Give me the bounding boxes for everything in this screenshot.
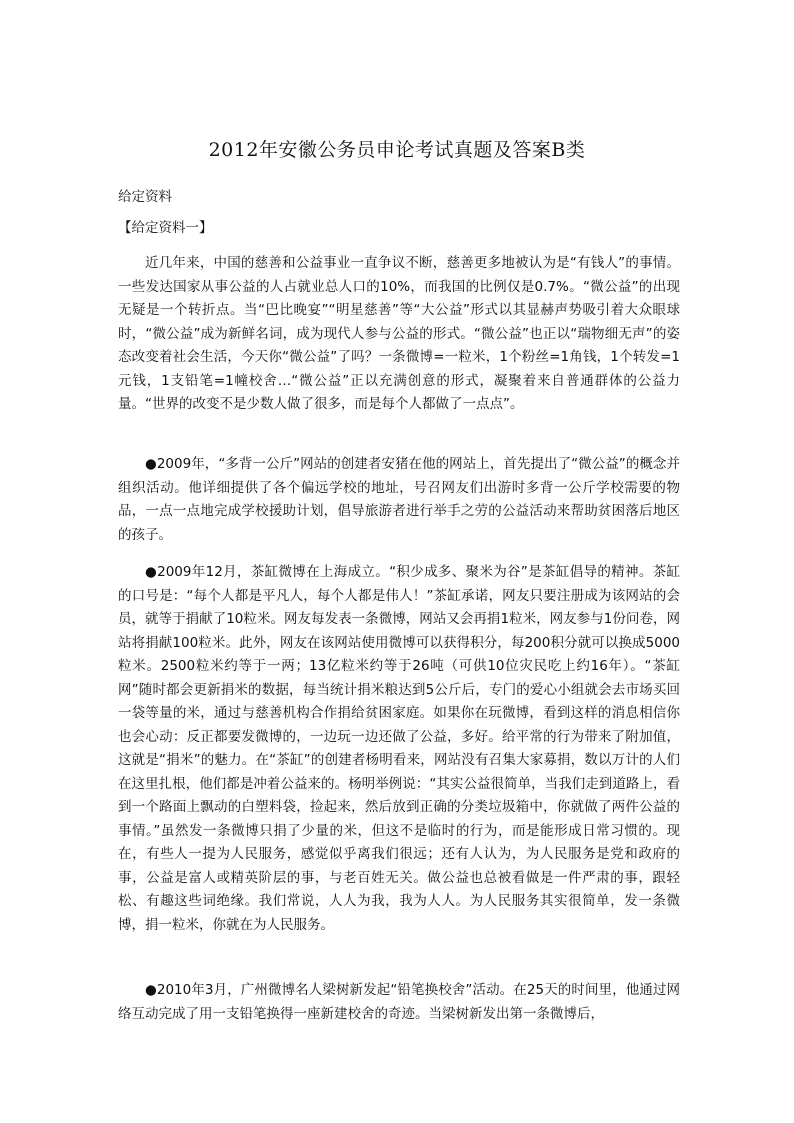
subsection-label: 【给定资料一】 <box>118 220 213 236</box>
document-title: 2012年安徽公务员申论考试真题及答案B类 <box>208 139 586 161</box>
section-label: 给定资料 <box>118 189 172 205</box>
paragraph-intro: 近几年来，中国的慈善和公益事业一直争议不断，慈善更多地被认为是“有钱人”的事情。一些发达国家从事公益的人占就业总人口的10%，而我国的比例仅是0.7%。“微公益”的出现无疑是一个转折点。当“巴比晚宴”“明星慈善”等“大公益”形式以其显赫声势吸引着大众眼球时，“微公益”成为新鲜名词，成为现代人参与公益的形式。“微公益”也正以“瑞物细无声”的姿态改变着社会生活，今天你“微公益”了吗？一条微博=一粒米，1个粉丝=1角钱，1个转发=1元钱，1支铅笔=1幢校舍…“微公益”正以充满创意的形式，凝聚着来自普通群体的公益力量。“世界的改变不是少数人做了很多，而是每个人都做了一点点”。 <box>118 255 680 412</box>
paragraph-2009-chagang: ●2009年12月，茶缸微博在上海成立。“积少成多、聚米为谷”是茶缸倡导的精神。茶缸的口号是：“每个人都是平凡人，每个人都是伟人！”茶缸承诺，网友只要注册成为该网站的会员，就等于捐献了10粒米。网友每发表一条微博，网站又会再捐1粒米，网友参与1份问卷，网站将捐献100粒米。此外，网友在该网站使用微博可以获得积分，每200积分就可以换成5000粒米。2500粒米约等于一两；13亿粒米约等于26吨（可供10位灾民吃上约16年）。“茶缸网”随时都会更新捐米的数据，每当统计捐米粮达到5公斤后，专门的爱心小组就会去市场买回一袋等量的米，通过与慈善机构合作捐给贫困家庭。如果你在玩微博，看到这样的消息相信你也会心动：反正都要发微博的，一边玩一边还做了公益，多好。给平常的行为带来了附加值，这就是“捐米”的魅力。在“茶缸”的创建者杨明看来，网站没有召集大家募捐，数以万计的人们在这里扎根，他们都是冲着公益来的。杨明举例说：“其实公益很简单，当我们走到道路上，看到一个路面上飘动的白塑料袋，捡起来，然后放到正确的分类垃圾箱中，你就做了两件公益的事情。”虽然发一条微博只捐了少量的米，但这不是临时的行为，而是能形成日常习惯的。现在，有些人一提为人民服务，感觉似乎离我们很远；还有人认为，为人民服务是党和政府的事，公益是富人或精英阶层的事，与老百姓无关。做公益也总被看做是一件严肃的事，跟轻松、有趣这些词绝缘。我们常说，人人为我，我为人人。为人民服务其实很简单，发一条微博，捐一粒米，你就在为人民服务。 <box>118 564 680 933</box>
paragraph-2009-duobei: ●2009年，“多背一公斤”网站的创建者安猪在他的网站上，首先提出了“微公益”的概念并组织活动。他详细提供了各个偏远学校的地址，号召网友们出游时多背一公斤学校需要的物品，一点一点地完成学校援助计划，倡导旅游者进行举手之劳的公益活动来帮助贫困落后地区的孩子。 <box>118 456 680 543</box>
paragraph-2010-pencil: ●2010年3月，广州微博名人梁树新发起“铅笔换校舍”活动。在25天的时间里，他通过网络互动完成了用一支铅笔换得一座新建校舍的奇迹。当梁树新发出第一条微博后， <box>118 982 680 1022</box>
